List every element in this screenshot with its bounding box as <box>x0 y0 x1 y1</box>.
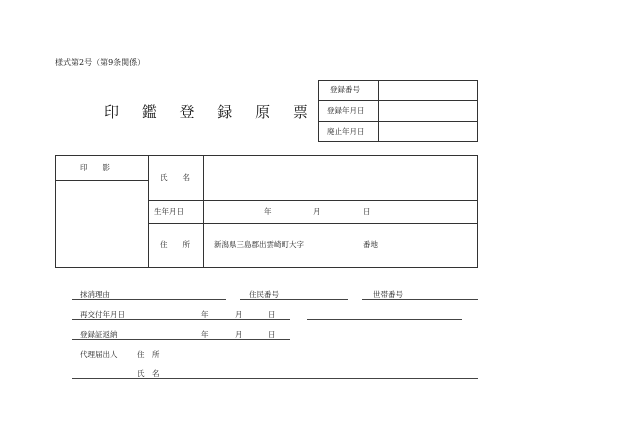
proxy-name-line <box>72 378 478 379</box>
proxy-label: 代理届出人 <box>80 350 118 359</box>
form-number: 様式第2号（第9条関係） <box>55 58 146 67</box>
erasure-reason-line <box>72 299 226 300</box>
name-label: 氏 名 <box>160 173 190 182</box>
household-number-label: 世帯番号 <box>373 290 403 299</box>
banchi-label: 番地 <box>363 240 378 249</box>
household-number-line <box>362 299 478 300</box>
proxy-name-label: 氏 名 <box>137 369 160 378</box>
birth-year-label: 年 <box>264 207 272 216</box>
reissue-day-label: 日 <box>268 310 276 319</box>
reissue-date-label: 再交付年月日 <box>80 310 125 319</box>
reissue-extra-line <box>307 319 462 320</box>
address-value: 新潟県三島郡出雲崎町大字 <box>214 240 304 249</box>
resident-number-label: 住民番号 <box>249 290 279 299</box>
registration-date-label: 登録年月日 <box>327 106 365 115</box>
return-year-label: 年 <box>201 330 209 339</box>
seal-impression-label: 印 影 <box>80 163 110 172</box>
resident-number-line <box>240 299 348 300</box>
page-title: 印 鑑 登 録 原 票 <box>104 103 317 121</box>
certificate-return-line <box>72 339 290 340</box>
reissue-year-label: 年 <box>201 310 209 319</box>
certificate-return-label: 登録証返納 <box>80 330 118 339</box>
registration-number-label: 登録番号 <box>330 85 360 94</box>
seal-impression-area <box>58 183 145 265</box>
reissue-month-label: 月 <box>235 310 243 319</box>
abolition-date-label: 廃止年月日 <box>327 127 365 136</box>
return-month-label: 月 <box>235 330 243 339</box>
erasure-reason-label: 抹消理由 <box>80 290 110 299</box>
return-day-label: 日 <box>268 330 276 339</box>
address-label: 住 所 <box>160 240 190 249</box>
reissue-date-line <box>72 319 290 320</box>
proxy-address-label: 住 所 <box>137 350 160 359</box>
birth-day-label: 日 <box>363 207 371 216</box>
name-field[interactable] <box>206 158 474 198</box>
birth-month-label: 月 <box>313 207 321 216</box>
birthdate-label: 生年月日 <box>154 207 184 216</box>
